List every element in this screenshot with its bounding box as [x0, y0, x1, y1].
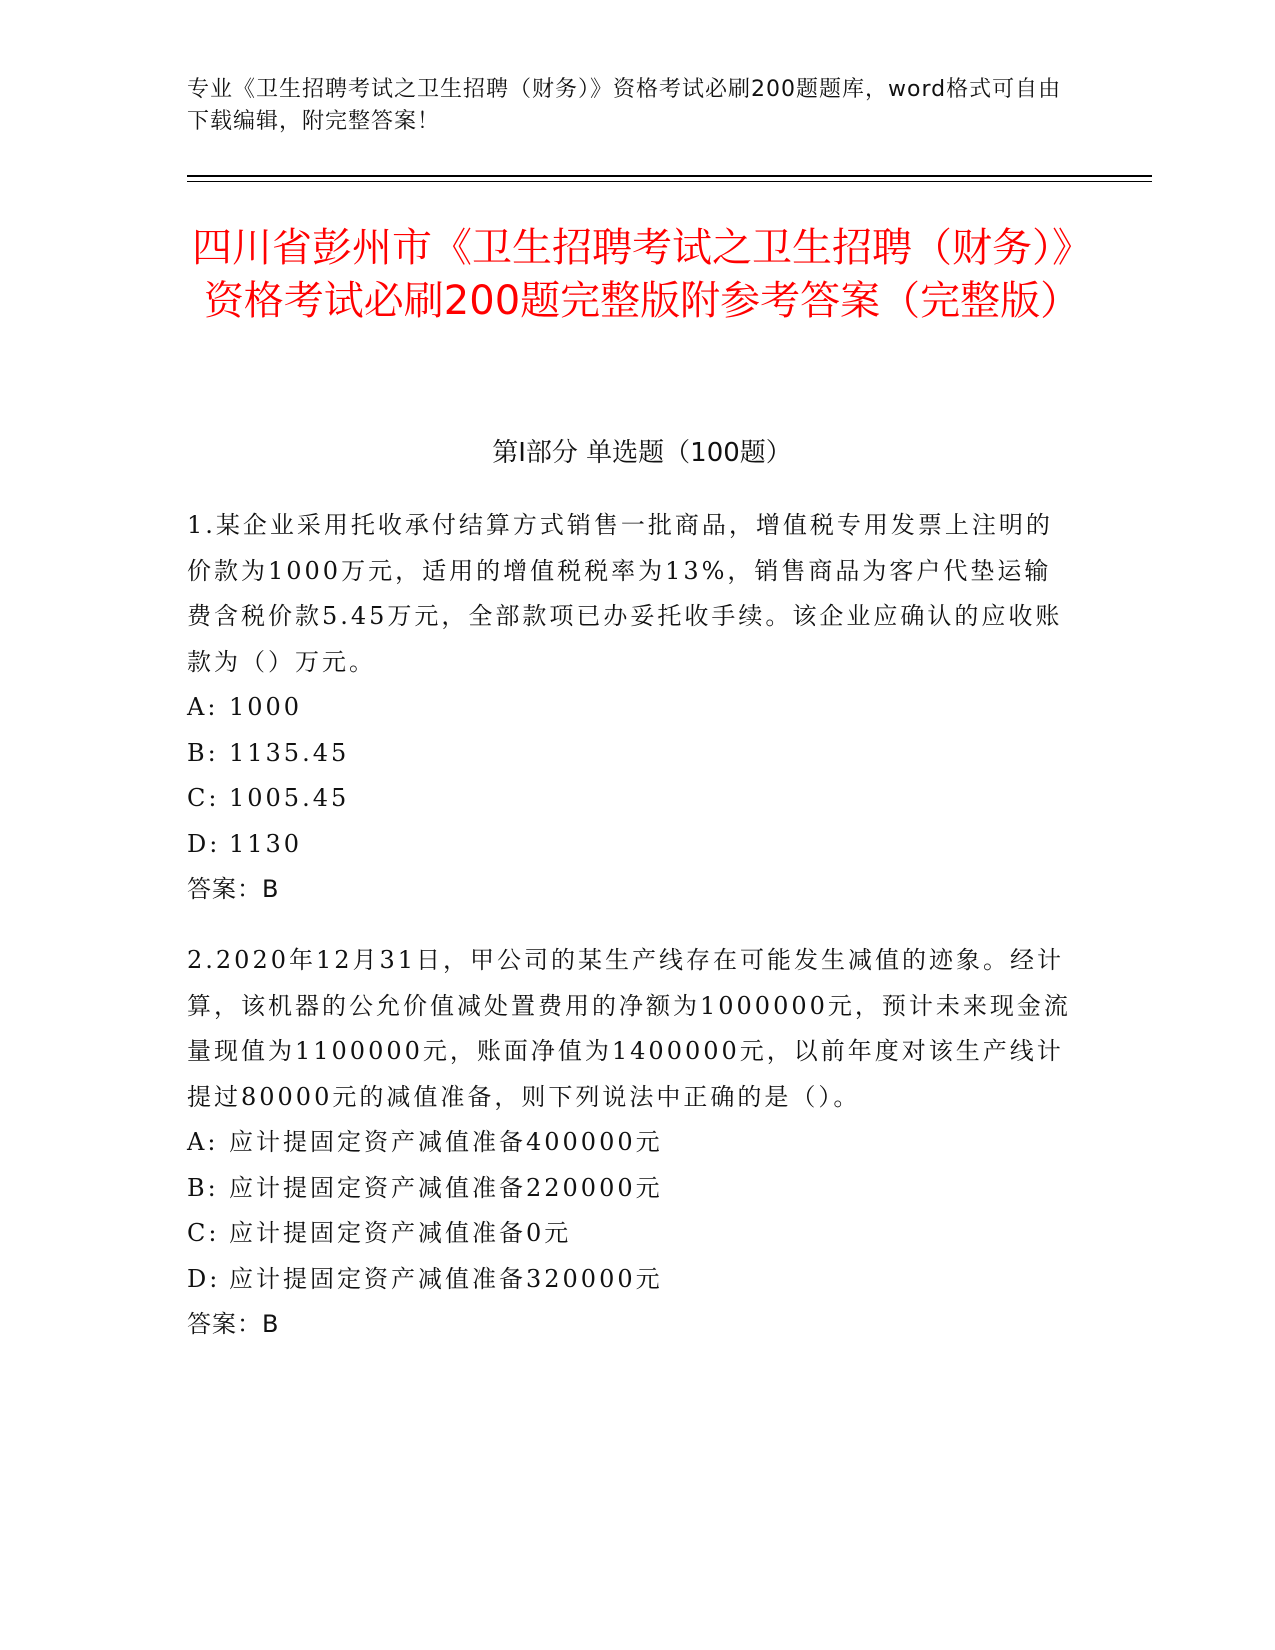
- option-text: 1000: [229, 693, 303, 721]
- option-text: 1135.45: [229, 738, 350, 767]
- option-key: D:: [187, 1264, 221, 1293]
- option-text: 应计提固定资产减值准备0元: [229, 1219, 572, 1247]
- option-key: B:: [187, 738, 219, 767]
- option-a: [187, 685, 1077, 731]
- option-text: 1130: [229, 829, 303, 858]
- option-key: D:: [187, 829, 221, 858]
- option-key: A:: [187, 693, 219, 721]
- option-b: [187, 1166, 1077, 1212]
- option-key: C:: [187, 1219, 220, 1247]
- document-title: 四川省彭州市《卫生招聘考试之卫生招聘（财务）》资格考试必刷200题完整版附参考答案（完整版）: [192, 225, 1092, 324]
- option-d: [187, 1257, 1077, 1303]
- question-2: [187, 938, 1077, 1348]
- option-c: [187, 776, 1077, 822]
- header-rule-thick: [187, 175, 1152, 177]
- header-rule-thin: [187, 181, 1152, 182]
- option-text: 应计提固定资产减值准备400000元: [229, 1128, 663, 1156]
- answer: 答案：B: [187, 1310, 280, 1338]
- option-key: B:: [187, 1173, 219, 1202]
- option-d: [187, 822, 1077, 868]
- question-stem: 2.2020年12月31日，甲公司的某生产线存在可能发生减值的迹象。经计算，该机器的公允价值减处置费用的净额为1000000元，预计未来现金流量现值为1100000元，账面净值为1400000元，以前年度对该生产线计提过80000元的减值准备，则下列说法中正确的是（）。: [187, 946, 1071, 1111]
- question-stem: 1.某企业采用托收承付结算方式销售一批商品，增值税专用发票上注明的价款为1000万元，适用的增值税税率为13%，销售商品为客户代垫运输费含税价款5.45万元，全部款项已办妥托收手续。该企业应确认的应收账款为（）万元。: [187, 511, 1063, 676]
- option-key: C:: [187, 784, 220, 812]
- option-key: A:: [187, 1128, 219, 1156]
- question-1: [187, 503, 1077, 913]
- option-text: 应计提固定资产减值准备320000元: [229, 1264, 663, 1293]
- option-text: 1005.45: [229, 784, 350, 812]
- answer: 答案：B: [187, 875, 280, 903]
- option-b: [187, 731, 1077, 777]
- option-text: 应计提固定资产减值准备220000元: [229, 1173, 663, 1202]
- option-c: [187, 1211, 1077, 1257]
- section-title: 第Ⅰ部分 单选题（100题）: [492, 438, 792, 468]
- header-note: 专业《卫生招聘考试之卫生招聘（财务）》资格考试必刷200题题库，word格式可自由下载编辑，附完整答案！: [187, 77, 1062, 134]
- option-a: [187, 1120, 1077, 1166]
